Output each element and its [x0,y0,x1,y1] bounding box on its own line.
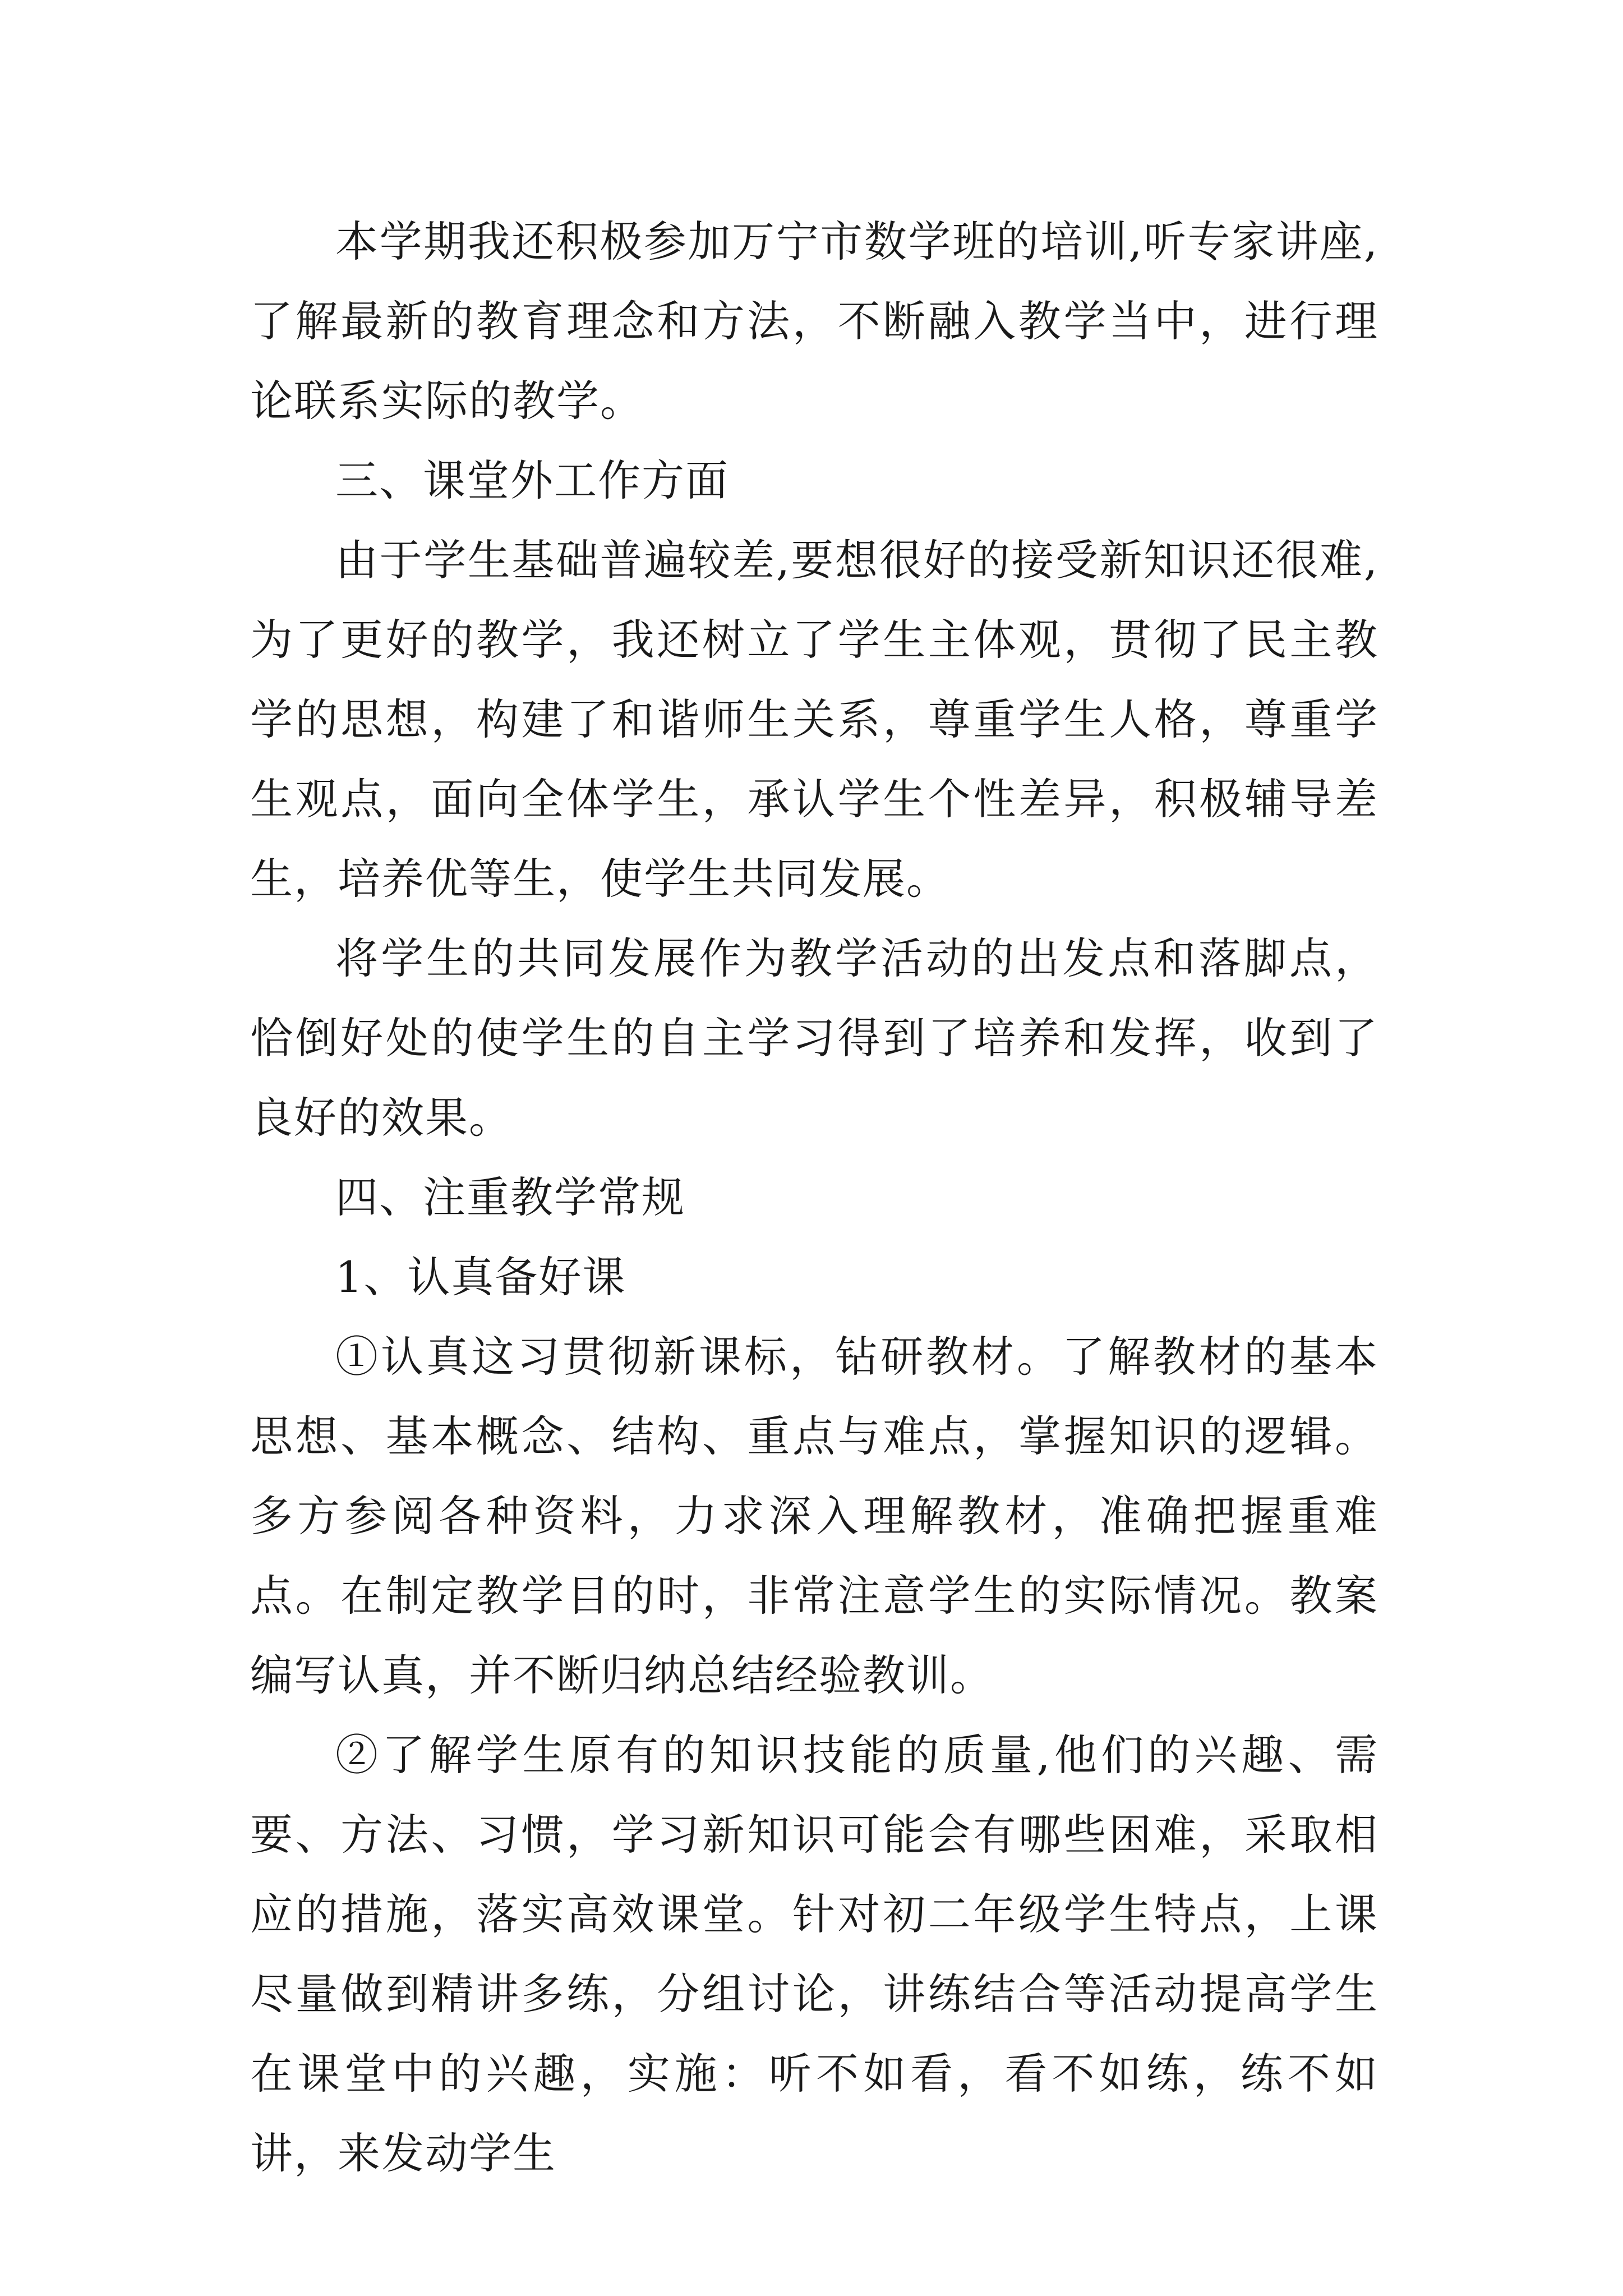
subsection-heading-lesson-prep: 1、认真备好课 [335,1252,626,1302]
paragraph-know-students: ②了解学生原有的知识技能的质量,他们的兴趣、需要、方法、习惯，学习新知识可能会有哪些困难，采取相应的措施，落实高效课堂。针对初二年级学生特点，上课尽量做到精讲多练，分组讨论，讲练结合等活动提高学生在课堂中的兴趣，实施：听不如看，看不如练，练不如讲，来发动学生 [250,1730,1378,2178]
paragraph-study-curriculum: ①认真这习贯彻新课标，钻研教材。了解教材的基本思想、基本概念、结构、重点与难点，掌握知识的逻辑。多方参阅各种资料，力求深入理解教材，准确把握重难点。在制定教学目的时，非常注意学生的实际情况。教案编写认真，并不断归纳总结经验教训。 [250,1332,1378,1700]
document-body [250,202,1378,2193]
paragraph-training: 本学期我还积极参加万宁市数学班的培训,听专家讲座,了解最新的教育理念和方法，不断融入教学当中，进行理论联系实际的教学。 [250,217,1378,426]
paragraph-common-development: 将学生的共同发展作为教学活动的出发点和落脚点，恰倒好处的使学生的自主学习得到了培养和发挥，收到了良好的效果。 [250,933,1378,1143]
section-heading-extracurricular: 三、课堂外工作方面 [335,455,729,505]
paragraph-student-centered: 由于学生基础普遍较差,要想很好的接受新知识还很难,为了更好的教学，我还树立了学生主体观，贯彻了民主教学的思想，构建了和谐师生关系，尊重学生人格，尊重学生观点，面向全体学生，承认学生个性差异，积极辅导差生，培养优等生，使学生共同发展。 [250,535,1378,904]
section-heading-teaching-routine: 四、注重教学常规 [335,1172,685,1222]
